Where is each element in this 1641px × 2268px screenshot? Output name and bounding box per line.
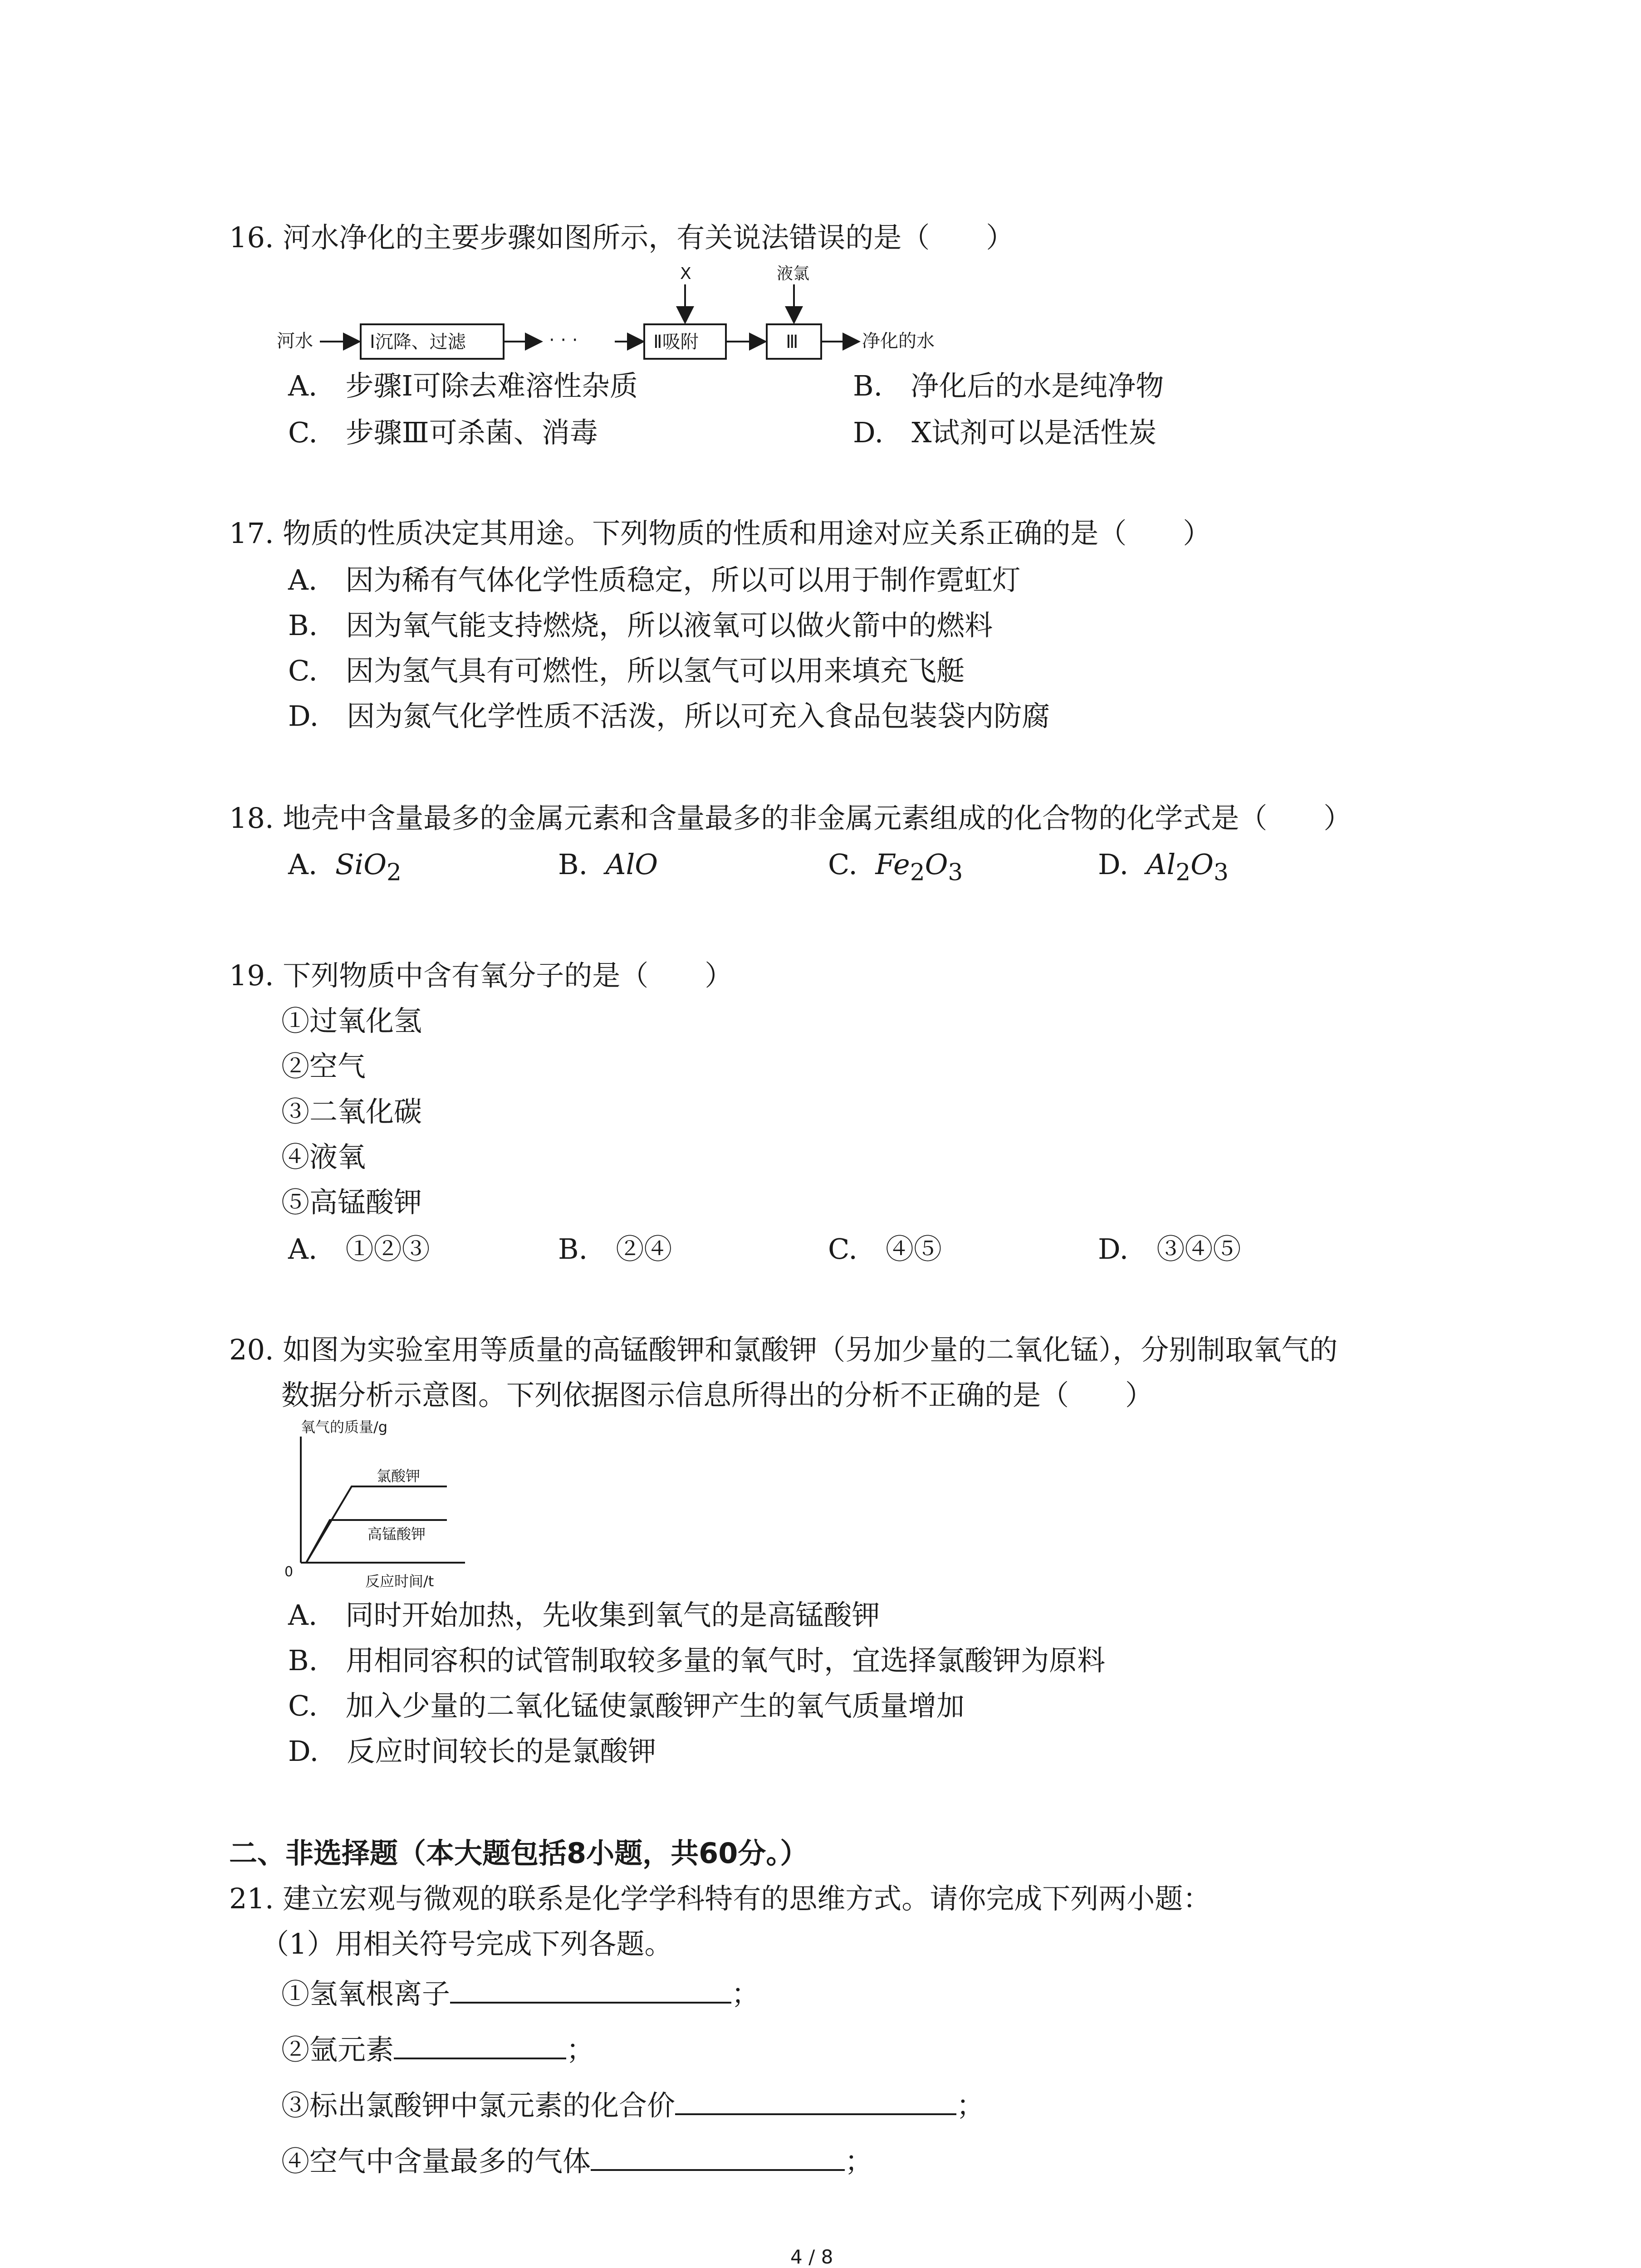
answer-blank[interactable]	[675, 2088, 956, 2115]
q17-option-c: C. 因为氢气具有可燃性，所以氢气可以用来填充飞艇	[288, 654, 965, 687]
q16-option-d: D. X试剂可以是活性炭	[853, 416, 1157, 449]
q21-stem: 21. 建立宏观与微观的联系是化学学科特有的思维方式。请你完成下列两小题：	[229, 1882, 1211, 1915]
q21-sub1: （1）用相关符号完成下列各题。	[261, 1927, 673, 1960]
diagram-river-label: 河水	[277, 331, 313, 352]
diagram-dots: · · ·	[549, 330, 578, 351]
q17-option-b: B. 因为氧气能支持燃烧，所以液氧可以做火箭中的燃料	[288, 609, 993, 642]
chart-series-kmno4-label: 高锰酸钾	[367, 1525, 426, 1543]
diagram-step1-label: Ⅰ沉降、过滤	[370, 332, 466, 352]
q17-stem: 17. 物质的性质决定其用途。下列物质的性质和用途对应关系正确的是（ ）	[229, 517, 1211, 550]
diagram-step2-label: Ⅱ吸附	[653, 332, 699, 352]
diagram-x-label: X	[680, 264, 691, 283]
q20-option-a: A. 同时开始加热，先收集到氧气的是高锰酸钾	[288, 1598, 880, 1632]
page-number: 4 / 8	[790, 2246, 833, 2268]
q19-item-3: ③二氧化碳	[281, 1095, 422, 1128]
q19-item-2: ②空气	[281, 1050, 366, 1083]
q21-item-3: ③标出氯酸钾中氯元素的化合价 ；	[281, 2089, 985, 2122]
diagram-chlorine-label: 液氯	[777, 264, 810, 283]
q19-item-5: ⑤高锰酸钾	[281, 1186, 422, 1219]
chart-origin-label: 0	[284, 1564, 294, 1580]
q21-item-2: ②氩元素 ；	[281, 2033, 595, 2066]
q18-stem: 18. 地壳中含量最多的金属元素和含量最多的非金属元素组成的化合物的化学式是（ ）	[229, 802, 1352, 835]
chart-y-axis-label: 氧气的质量/g	[301, 1418, 388, 1436]
q19-item-1: ①过氧化氢	[281, 1004, 422, 1037]
q20-option-d: D. 反应时间较长的是氯酸钾	[288, 1735, 656, 1768]
q19-stem: 19. 下列物质中含有氧分子的是（ ）	[229, 959, 733, 992]
q21-item-4: ④空气中含量最多的气体 ；	[281, 2145, 873, 2178]
q20-option-b: B. 用相同容积的试管制取较多量的氧气时，宜选择氯酸钾为原料	[288, 1644, 1106, 1677]
q18-option-d: D. $Al_2O_3$	[1098, 848, 1229, 886]
answer-blank[interactable]	[591, 2144, 845, 2171]
q19-option-b: B. ②④	[558, 1232, 672, 1266]
q19-option-a: A. ①②③	[288, 1232, 430, 1266]
chart-series-kclo3-label: 氯酸钾	[377, 1467, 421, 1485]
q21-item-1: ①氢氧根离子 ；	[281, 1977, 760, 2010]
diagram-step3-label: Ⅲ	[786, 332, 798, 352]
answer-blank[interactable]	[450, 1976, 731, 2004]
q19-option-d: D. ③④⑤	[1098, 1232, 1241, 1266]
q20-option-c: C. 加入少量的二氧化锰使氯酸钾产生的氧气质量增加	[288, 1689, 965, 1722]
q17-option-d: D. 因为氮气化学性质不活泼，所以可充入食品包装袋内防腐	[288, 699, 1050, 733]
q18-option-b: B. AlO	[558, 848, 658, 881]
q19-option-c: C. ④⑤	[828, 1232, 942, 1266]
q20-stem-line2: 数据分析示意图。下列依据图示信息所得出的分析不正确的是（ ）	[281, 1378, 1154, 1412]
q18-option-c: C. $Fe_2O_3$	[828, 848, 963, 886]
diagram-output-label: 净化的水	[862, 331, 935, 352]
q18-option-a: A. SiO$_2$	[288, 848, 402, 886]
q20-stem-line1: 20. 如图为实验室用等质量的高锰酸钾和氯酸钾（另加少量的二氧化锰），分别制取氧气的	[229, 1333, 1338, 1366]
q16-option-c: C. 步骤Ⅲ可杀菌、消毒	[288, 416, 598, 449]
q16-stem: 16. 河水净化的主要步骤如图所示，有关说法错误的是（ ）	[229, 221, 1014, 254]
q16-purification-diagram	[277, 261, 1139, 365]
q16-option-a: A. 步骤Ⅰ可除去难溶性杂质	[288, 369, 638, 402]
q16-option-b: B. 净化后的水是纯净物	[853, 369, 1164, 402]
section-2-title: 二、非选择题（本大题包括8小题，共60分。）	[229, 1837, 808, 1870]
q20-oxygen-mass-chart	[279, 1418, 474, 1594]
q19-item-4: ④液氧	[281, 1140, 366, 1173]
answer-blank[interactable]	[394, 2032, 566, 2059]
chart-x-axis-label: 反应时间/t	[365, 1573, 434, 1590]
q17-option-a: A. 因为稀有气体化学性质稳定，所以可以用于制作霓虹灯	[288, 563, 1021, 596]
